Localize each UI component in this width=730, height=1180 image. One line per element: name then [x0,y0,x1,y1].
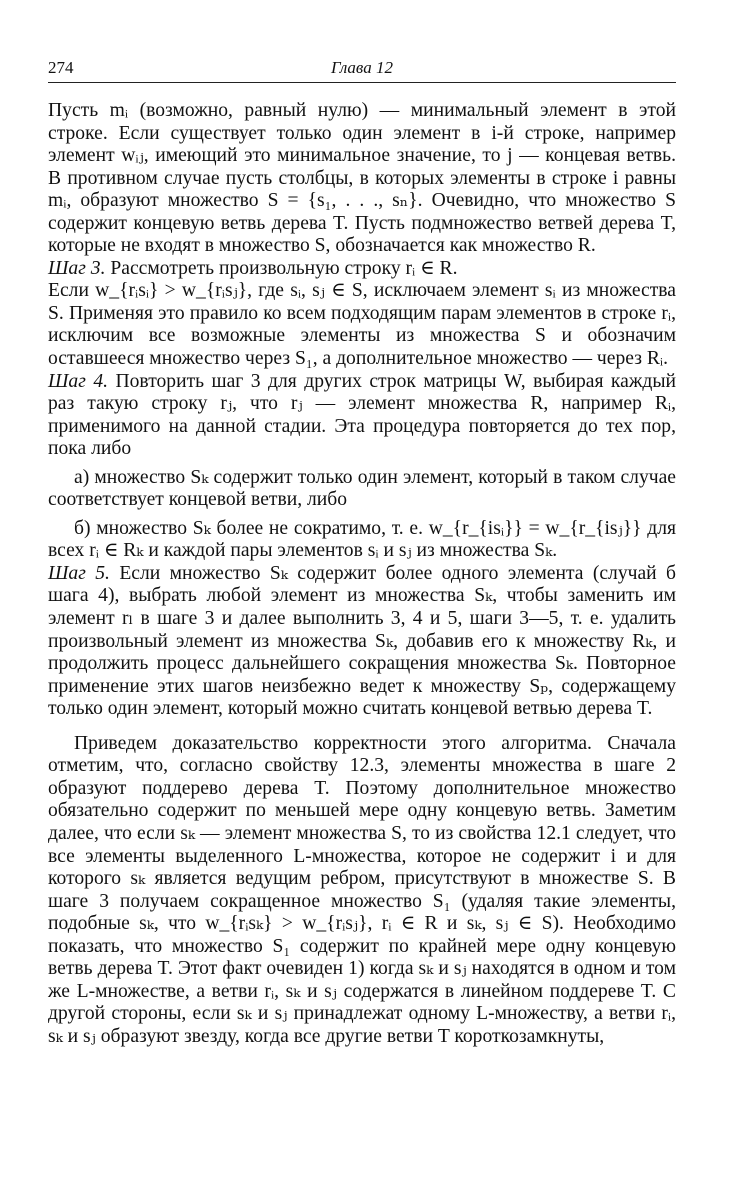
step-5-label: Шаг 5. [48,562,110,584]
paragraph-intro: Пусть mᵢ (возможно, равный нулю) — минимальный элемент в этой строке. Если существует только один элемент в i-й строке, например элемент wᵢⱼ, имеющий это минимальное значение, то j — концевая ветвь. В противном случае пусть столбцы, в которых элементы в строке i равны mᵢ, образуют множество S = {s₁, . . ., sₙ}. Очевидно, что множество S содержит концевую ветвь дерева T. Пусть подмножество ветвей дерева T, которые не входят в множество S, обозначается как множество R. [48,100,676,257]
paragraph-proof: Приведем доказательство корректности этого алгоритма. Сначала отметим, что, согласно свойству 12.3, элементы множества в шаге 2 образуют поддерево дерева T. Поэтому дополнительное множество обязательно содержит по меньшей мере одну концевую ветвь. Заметим далее, что если sₖ — элемент множества S, то из свойства 12.1 следует, что все элементы выделенного L-множества, которое не содержит i и для которого sₖ является ведущим ребром, присутствуют в множестве S. В шаге 3 получаем сокращенное множество S₁ (удаляя такие элементы, подобные sₖ, что w_{rᵢsₖ} > w_{rᵢsⱼ}, rᵢ ∈ R и sₖ, sⱼ ∈ S). Необходимо показать, что множество S₁ содержит по крайней мере одну концевую ветвь дерева T. Этот факт очевиден 1) когда sₖ и sⱼ находятся в одном и том же L-множестве, а ветви rᵢ, sₖ и sⱼ содержатся в линейном поддереве T. С другой стороны, если sₖ и sⱼ принадлежат одному L-множеству, а ветви rᵢ, sₖ и sⱼ образуют звезду, когда все другие ветви T короткозамкнуты, [48,732,676,1047]
page-number: 274 [48,58,74,77]
case-b: б) множество Sₖ более не сократимо, т. е. w_{r_{isᵢ}} = w_{r_{isⱼ}} для всех rᵢ ∈ Rₖ и каждой пары элементов sᵢ и sⱼ из множества Sₖ. [48,517,676,562]
page-body [48,100,676,1048]
step-4-text: Повторить шаг 3 для других строк матрицы W, выбирая каждый раз такую строку rⱼ, что rⱼ — элемент множества R, например Rᵢ, применимого на данной стадии. Эта процедура повторяется до тех пор, пока либо [48,370,676,460]
step-4-label: Шаг 4. [48,370,109,392]
step-3-text: Рассмотреть произвольную строку rᵢ ∈ R. [110,257,458,279]
step-5-text: Если множество Sₖ содержит более одного элемента (случай б шага 4), выбрать любой элемент из множества Sₖ, чтобы заменить им элемент rₗ в шаге 3 и далее выполнить 3, 4 и 5, шаги 3—5, т. е. удалить произвольный элемент из множества Sₖ, добавив его к множеству Rₖ, и продолжить процесс дальнейшего сокращения множества Sₖ. Повторное применение этих шагов неизбежно ведет к множеству Sₚ, содержащему только один элемент, который можно считать концевой ветвью дерева T. [48,562,676,720]
step-4 [48,371,676,461]
paragraph-step-3-rule: Если w_{rᵢsᵢ} > w_{rᵢsⱼ}, где sᵢ, sⱼ ∈ S, исключаем элемент sᵢ из множества S. Применяя это правило ко всем подходящим парам элементов в строке rᵢ, исключим все возможные элементы из множества S и обозначим оставшееся множество через S₁, а дополнительное множество — через Rᵢ. [48,280,676,370]
case-a: а) множество Sₖ содержит только один элемент, который в таком случае соответствует концевой ветви, либо [48,466,676,511]
step-3-label: Шаг 3. [48,257,106,279]
step-5 [48,563,676,721]
step-3 [48,258,676,281]
page-header [48,56,676,83]
running-title: Глава 12 [331,58,393,77]
